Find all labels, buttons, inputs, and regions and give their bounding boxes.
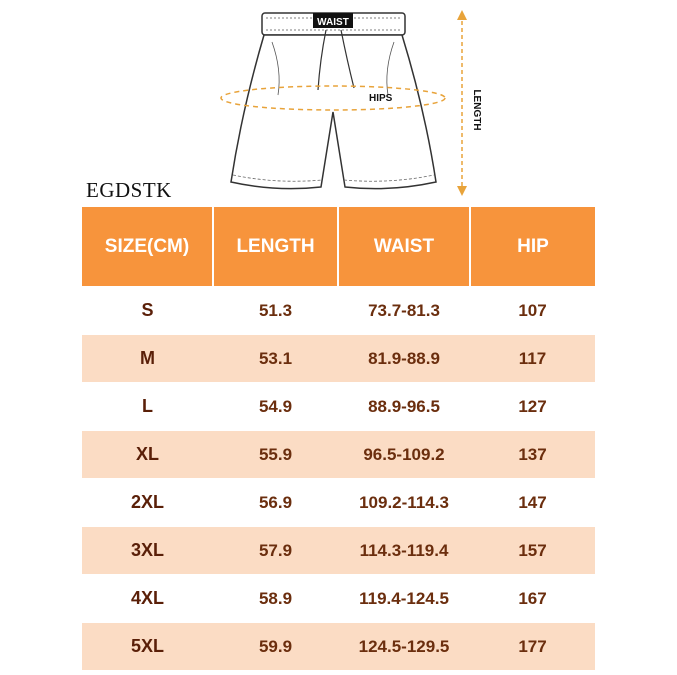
waist-cell: 124.5-129.5 [338,623,470,671]
table-row [82,623,595,671]
hip-cell: 167 [470,575,595,623]
brand-name: EGDSTK [86,178,172,202]
table-row [82,431,595,479]
hip-cell: 157 [470,527,595,575]
waist-cell: 96.5-109.2 [338,431,470,479]
header-hip: HIP [470,207,595,287]
waist-cell: 109.2-114.3 [338,479,470,527]
size-cell: 3XL [82,527,213,575]
length-arrow [457,10,467,196]
waist-diagram-label: WAIST [317,17,349,28]
size-cell: M [82,335,213,383]
table-row [82,383,595,431]
size-cell: S [82,287,213,335]
size-cell: 2XL [82,479,213,527]
header-size: SIZE(CM) [82,207,213,287]
table-row [82,575,595,623]
header-length: LENGTH [213,207,338,287]
waist-cell: 81.9-88.9 [338,335,470,383]
waist-cell: 114.3-119.4 [338,527,470,575]
length-cell: 54.9 [213,383,338,431]
length-cell: 56.9 [213,479,338,527]
header-waist: WAIST [338,207,470,287]
hip-cell: 177 [470,623,595,671]
length-cell: 59.9 [213,623,338,671]
hip-cell: 147 [470,479,595,527]
length-cell: 53.1 [213,335,338,383]
waist-cell: 88.9-96.5 [338,383,470,431]
hip-cell: 127 [470,383,595,431]
length-cell: 51.3 [213,287,338,335]
hip-cell: 117 [470,335,595,383]
size-cell: 4XL [82,575,213,623]
table-row [82,479,595,527]
size-cell: XL [82,431,213,479]
length-cell: 55.9 [213,431,338,479]
waist-cell: 73.7-81.3 [338,287,470,335]
waist-cell: 119.4-124.5 [338,575,470,623]
size-cell: L [82,383,213,431]
hip-cell: 137 [470,431,595,479]
length-cell: 57.9 [213,527,338,575]
table-row [82,335,595,383]
length-cell: 58.9 [213,575,338,623]
size-cell: 5XL [82,623,213,671]
size-chart-table [82,207,595,670]
hips-diagram-label: HIPS [369,93,393,104]
table-row [82,527,595,575]
length-diagram-label: LENGTH [471,89,482,131]
table-row [82,287,595,335]
hip-cell: 107 [470,287,595,335]
shorts-illustration [0,0,677,205]
table-header-row [82,207,595,287]
